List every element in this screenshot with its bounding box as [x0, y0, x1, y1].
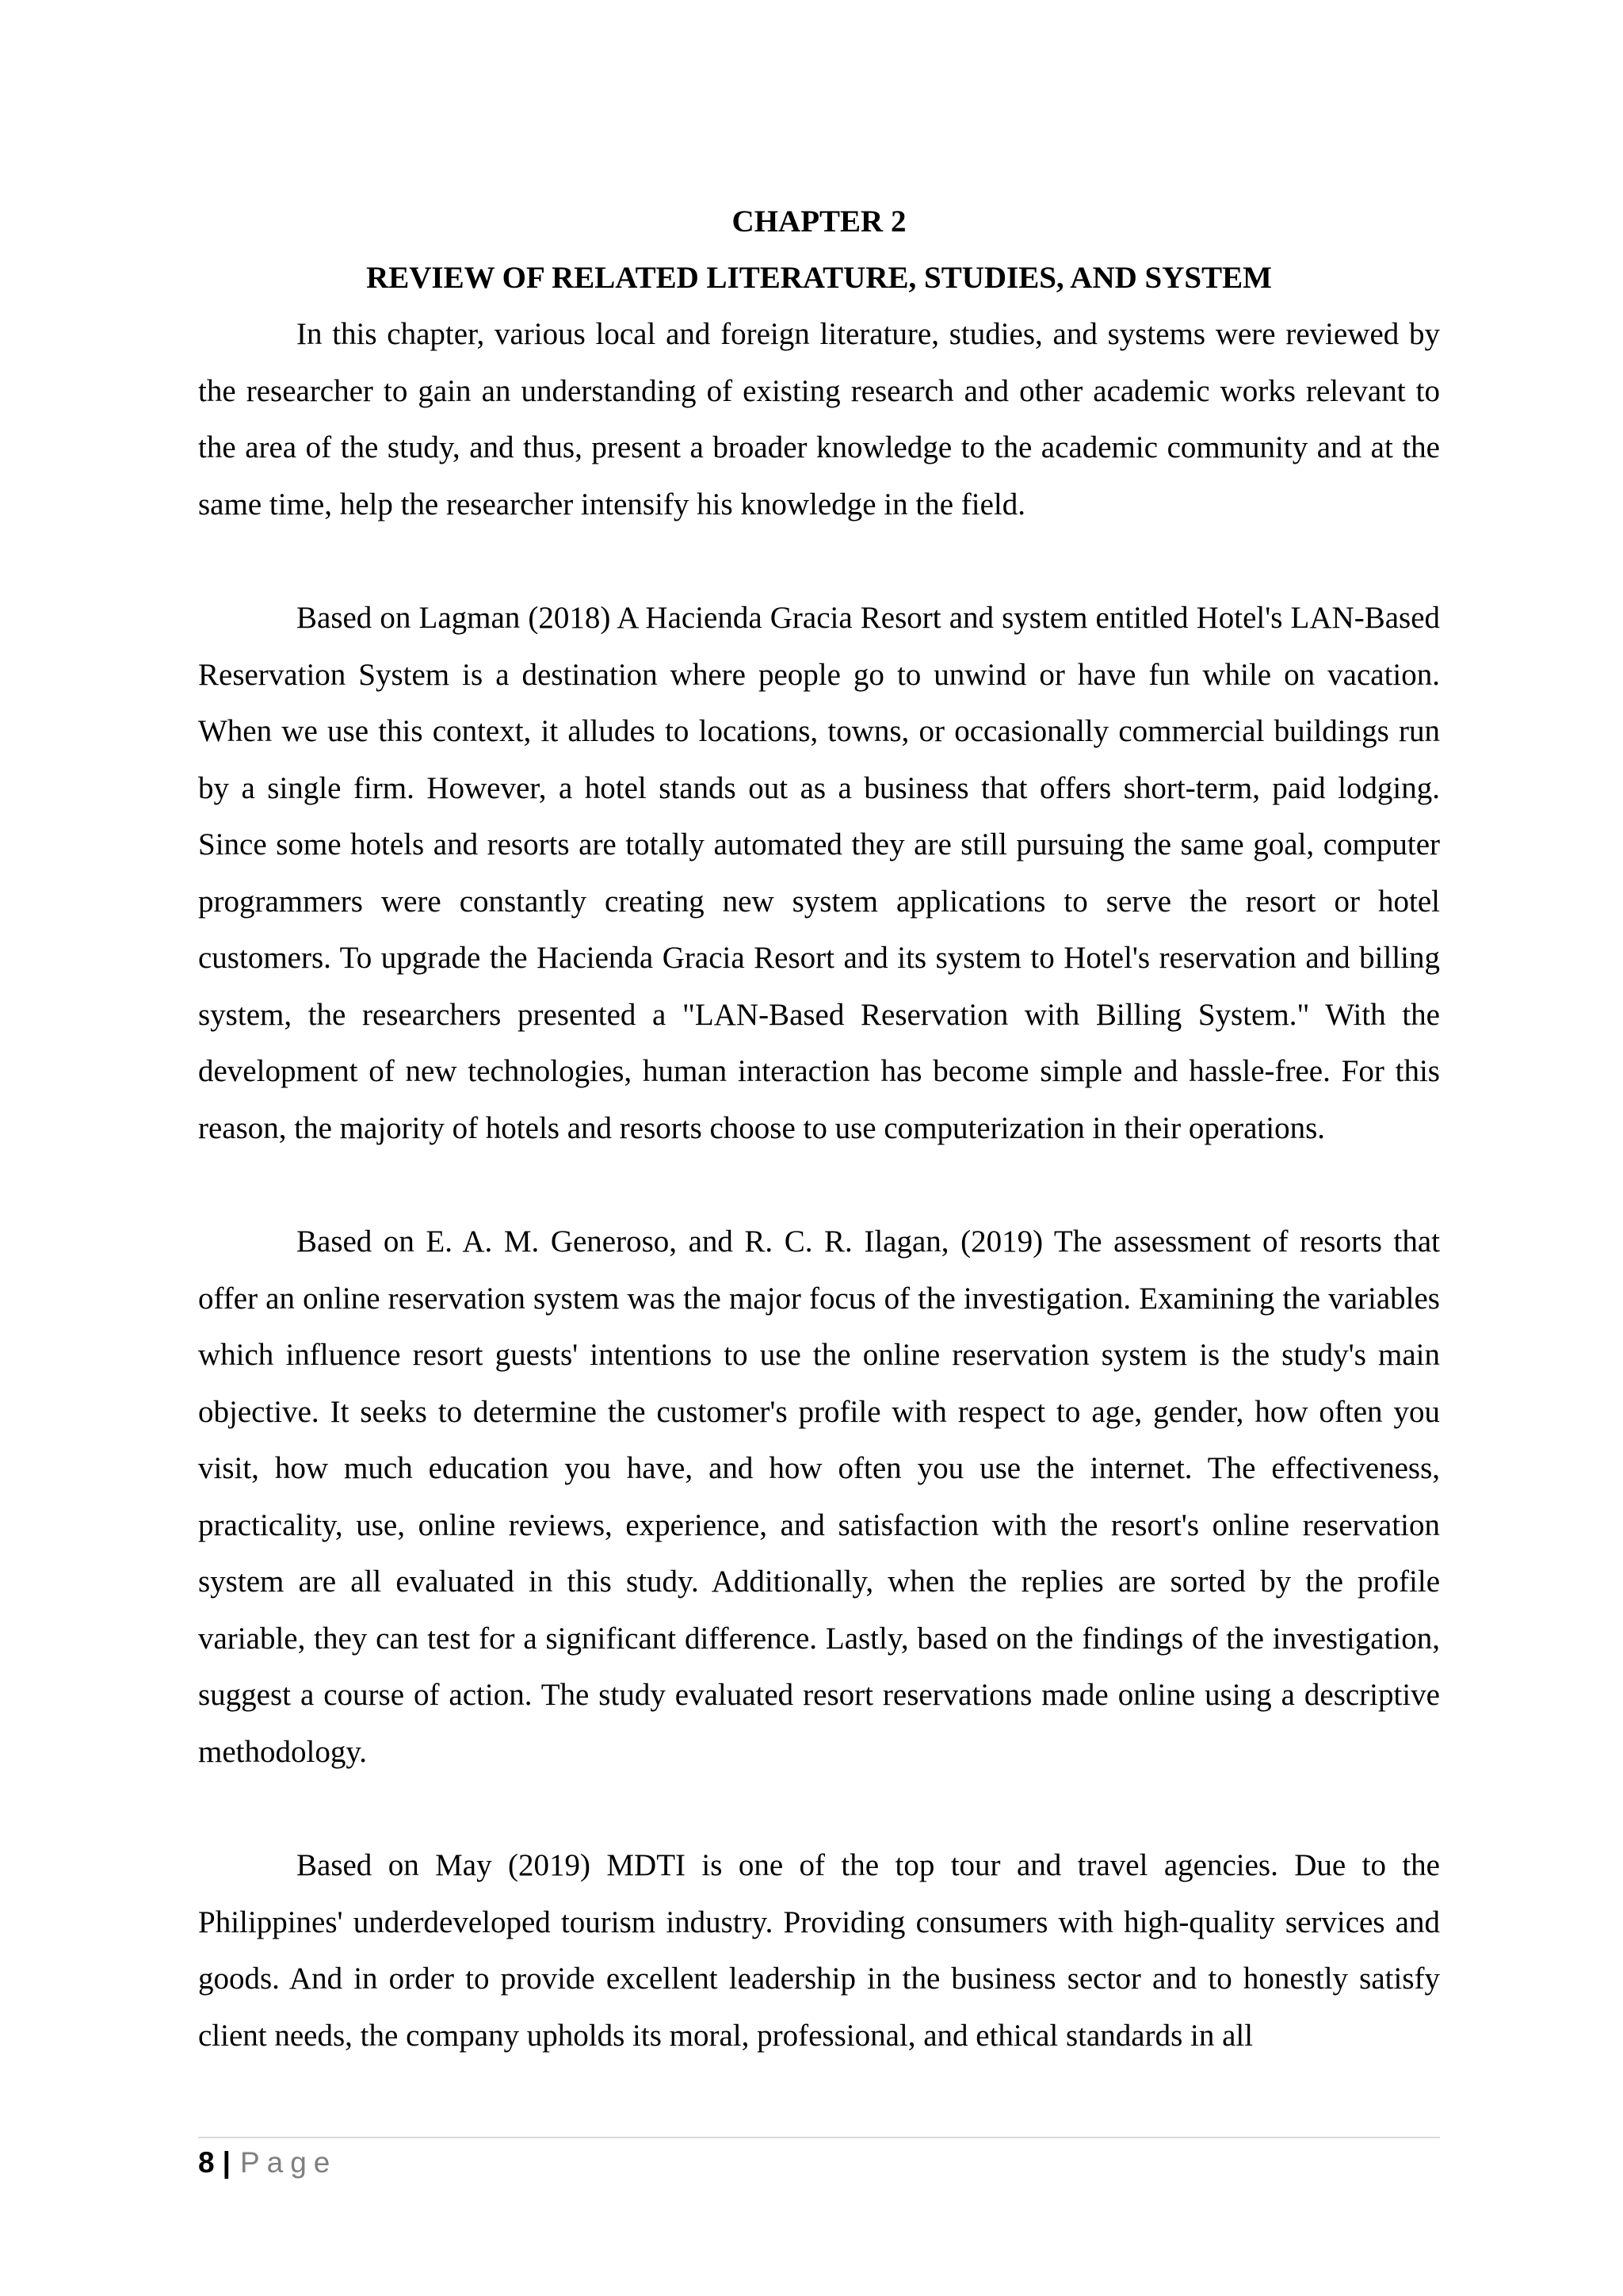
paragraph-generoso-ilagan: Based on E. A. M. Generoso, and R. C. R. Ilagan, (2019) The assessment of resorts that offer an online reservation system was the major focus of the investigation. Examining the variables which influence resort guests' intentions to use the online reservation system is the study's main objective. It seeks to determine the customer's profile with respect to age, gender, how often you visit, how much education you have, and how often you use the internet. The effectiveness, practicality, use, online reviews, experience, and satisfaction with the resort's online reservation system are all evaluated in this study. Additionally, when the replies are sorted by the profile variable, they can test for a significant difference. Lastly, based on the findings of the investigation, suggest a course of action. The study evaluated resort reservations made online using a descriptive methodology. [198, 1224, 1440, 1769]
footer-separator: | [222, 2146, 231, 2179]
page-footer [198, 2143, 337, 2183]
paragraph-intro: In this chapter, various local and foreign literature, studies, and systems were reviewed by the researcher to gain an understanding of existing research and other academic works relevant to the area of the study, and thus, present a broader knowledge to the academic community and at the same time, help the researcher intensify his knowledge in the field. [198, 317, 1440, 521]
paragraph-lagman: Based on Lagman (2018) A Hacienda Gracia Resort and system entitled Hotel's LAN-Based Reservation System is a destination where people go to unwind or have fun while on vacation. When we use this context, it alludes to locations, towns, or occasionally commercial buildings run by a single firm. However, a hotel stands out as a business that offers short-term, paid lodging. Since some hotels and resorts are totally automated they are still pursuing the same goal, computer programmers were constantly creating new system applications to serve the resort or hotel customers. To upgrade the Hacienda Gracia Resort and its system to Hotel's reservation and billing system, the researchers presented a "LAN-Based Reservation with Billing System." With the development of new technologies, human interaction has become simple and hassle-free. For this reason, the majority of hotels and resorts choose to use computerization in their operations. [198, 601, 1440, 1145]
page-number: 8 [198, 2146, 215, 2179]
paragraph-may: Based on May (2019) MDTI is one of the top tour and travel agencies. Due to the Philippines' underdeveloped tourism industry. Providing consumers with high-quality services and goods. And in order to provide excellent leadership in the business sector and to honestly satisfy client needs, the company upholds its moral, professional, and ethical standards in all [198, 1848, 1440, 2053]
document-page [198, 193, 1440, 2064]
chapter-number: CHAPTER 2 [731, 204, 907, 239]
footer-divider [198, 2137, 1440, 2138]
chapter-title: REVIEW OF RELATED LITERATURE, STUDIES, AND SYSTEM [366, 261, 1272, 295]
page-label: Page [239, 2146, 338, 2179]
